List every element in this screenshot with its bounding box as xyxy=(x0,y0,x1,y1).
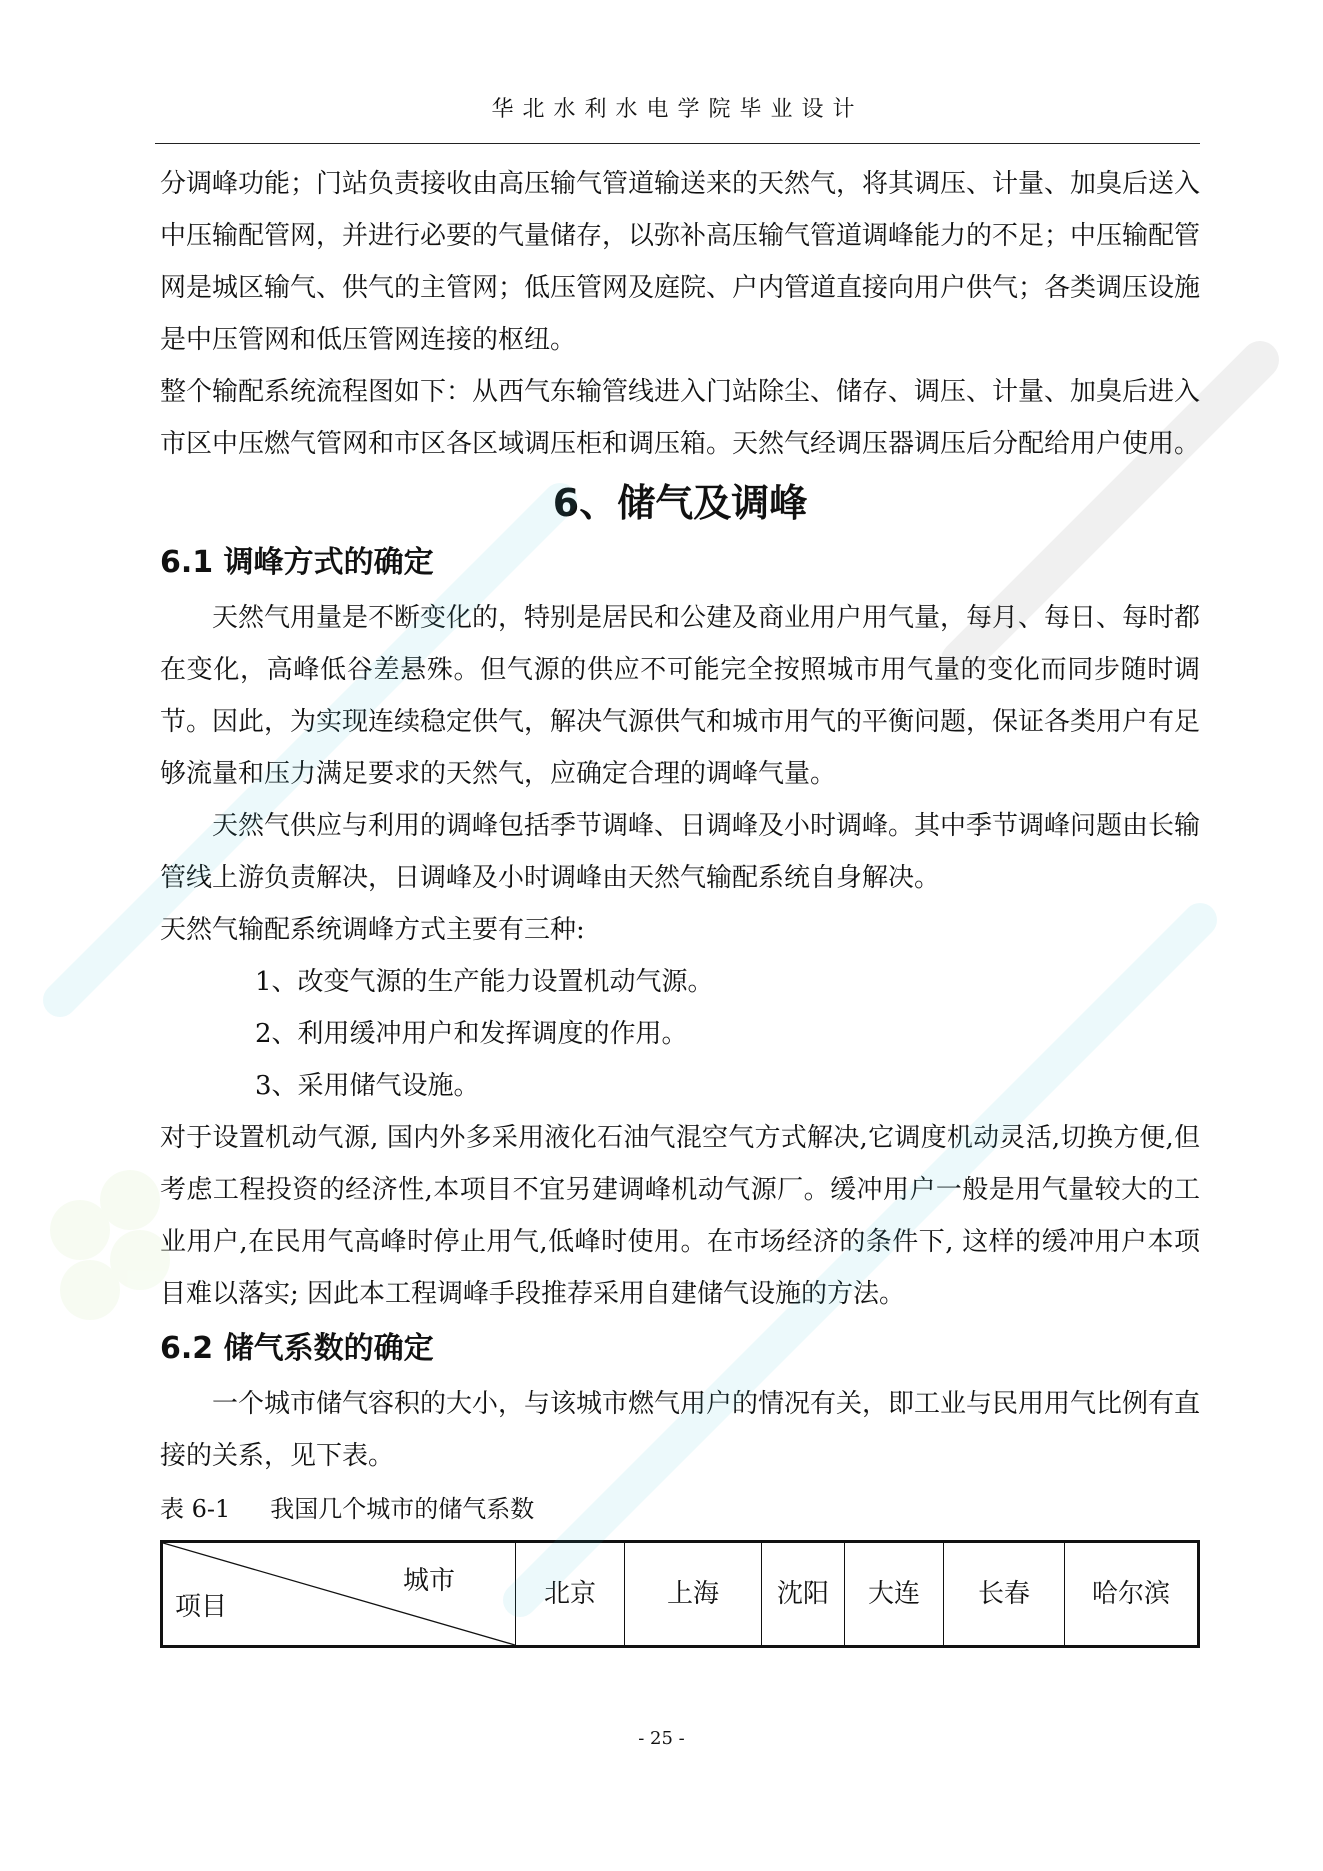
storage-coefficient-table xyxy=(160,1540,1200,1648)
page-number: - 25 - xyxy=(638,1728,685,1749)
table-caption xyxy=(160,1482,1200,1536)
list-item: 1、改变气源的生产能力设置机动气源。 xyxy=(255,967,714,997)
table-header-cell: 大连 xyxy=(845,1542,944,1647)
table-caption-label: 表 6-1 xyxy=(160,1495,231,1523)
section-title-6-2: 6.2 储气系数的确定 xyxy=(160,1331,434,1366)
paragraph-6-1-2: 天然气供应与利用的调峰包括季节调峰、日调峰及小时调峰。其中季节调峰问题由长输管线上游负责解决，日调峰及小时调峰由天然气输配系统自身解决。 xyxy=(160,811,1201,893)
paragraph-6-1-3: 天然气输配系统调峰方式主要有三种: xyxy=(160,915,585,945)
page-header: 华北水利水电学院毕业设计 xyxy=(491,97,864,122)
table-header-cell: 上海 xyxy=(625,1542,762,1647)
document-body xyxy=(160,158,1200,1648)
paragraph-intro-2: 整个输配系统流程图如下：从西气东输管线进入门站除尘、储存、调压、计量、加臭后进入市区中压燃气管网和市区各区域调压柜和调压箱。天然气经调压器调压后分配给用户使用。 xyxy=(160,377,1201,459)
table-header-row xyxy=(162,1542,1199,1647)
table-header-cell: 长春 xyxy=(944,1542,1065,1647)
corner-label-city: 城市 xyxy=(402,1566,455,1596)
header-divider xyxy=(155,143,1200,144)
table-caption-text: 我国几个城市的储气系数 xyxy=(270,1495,535,1523)
paragraph-6-2-1: 一个城市储气容积的大小，与该城市燃气用户的情况有关，即工业与民用用气比例有直接的关系，见下表。 xyxy=(160,1389,1201,1471)
table-header-cell: 沈阳 xyxy=(762,1542,845,1647)
paragraph-6-1-1: 天然气用量是不断变化的，特别是居民和公建及商业用户用气量，每月、每日、每时都在变化，高峰低谷差悬殊。但气源的供应不可能完全按照城市用气量的变化而同步随时调节。因此，为实现连续稳定供气，解决气源供气和城市用气的平衡问题，保证各类用户有足够流量和压力满足要求的天然气，应确定合理的调峰气量。 xyxy=(160,603,1201,789)
chapter-title: 6、储气及调峰 xyxy=(552,481,808,525)
table-header-cell: 哈尔滨 xyxy=(1065,1542,1199,1647)
section-title-6-1: 6.1 调峰方式的确定 xyxy=(160,545,434,580)
paragraph-intro-1: 分调峰功能；门站负责接收由高压输气管道输送来的天然气，将其调压、计量、加臭后送入中压输配管网，并进行必要的气量储存，以弥补高压输气管道调峰能力的不足；中压输配管网是城区输气、供气的主管网；低压管网及庭院、户内管道直接向用户供气；各类调压设施是中压管网和低压管网连接的枢纽。 xyxy=(160,169,1201,355)
table-header-cell: 北京 xyxy=(516,1542,625,1647)
table-corner-cell xyxy=(162,1542,516,1647)
list-item: 3、采用储气设施。 xyxy=(255,1071,480,1101)
paragraph-6-1-4: 对于设置机动气源, 国内外多采用液化石油气混空气方式解决,它调度机动灵活,切换方便,但考虑工程投资的经济性,本项目不宜另建调峰机动气源厂。缓冲用户一般是用气量较大的工业用户,在民用气高峰时停止用气,低峰时使用。在市场经济的条件下, 这样的缓冲用户本项目难以落实; 因此本工程调峰手段推荐采用自建储气设施的方法。 xyxy=(160,1123,1200,1309)
corner-label-item: 项目 xyxy=(175,1592,228,1622)
list-item: 2、利用缓冲用户和发挥调度的作用。 xyxy=(255,1019,688,1049)
